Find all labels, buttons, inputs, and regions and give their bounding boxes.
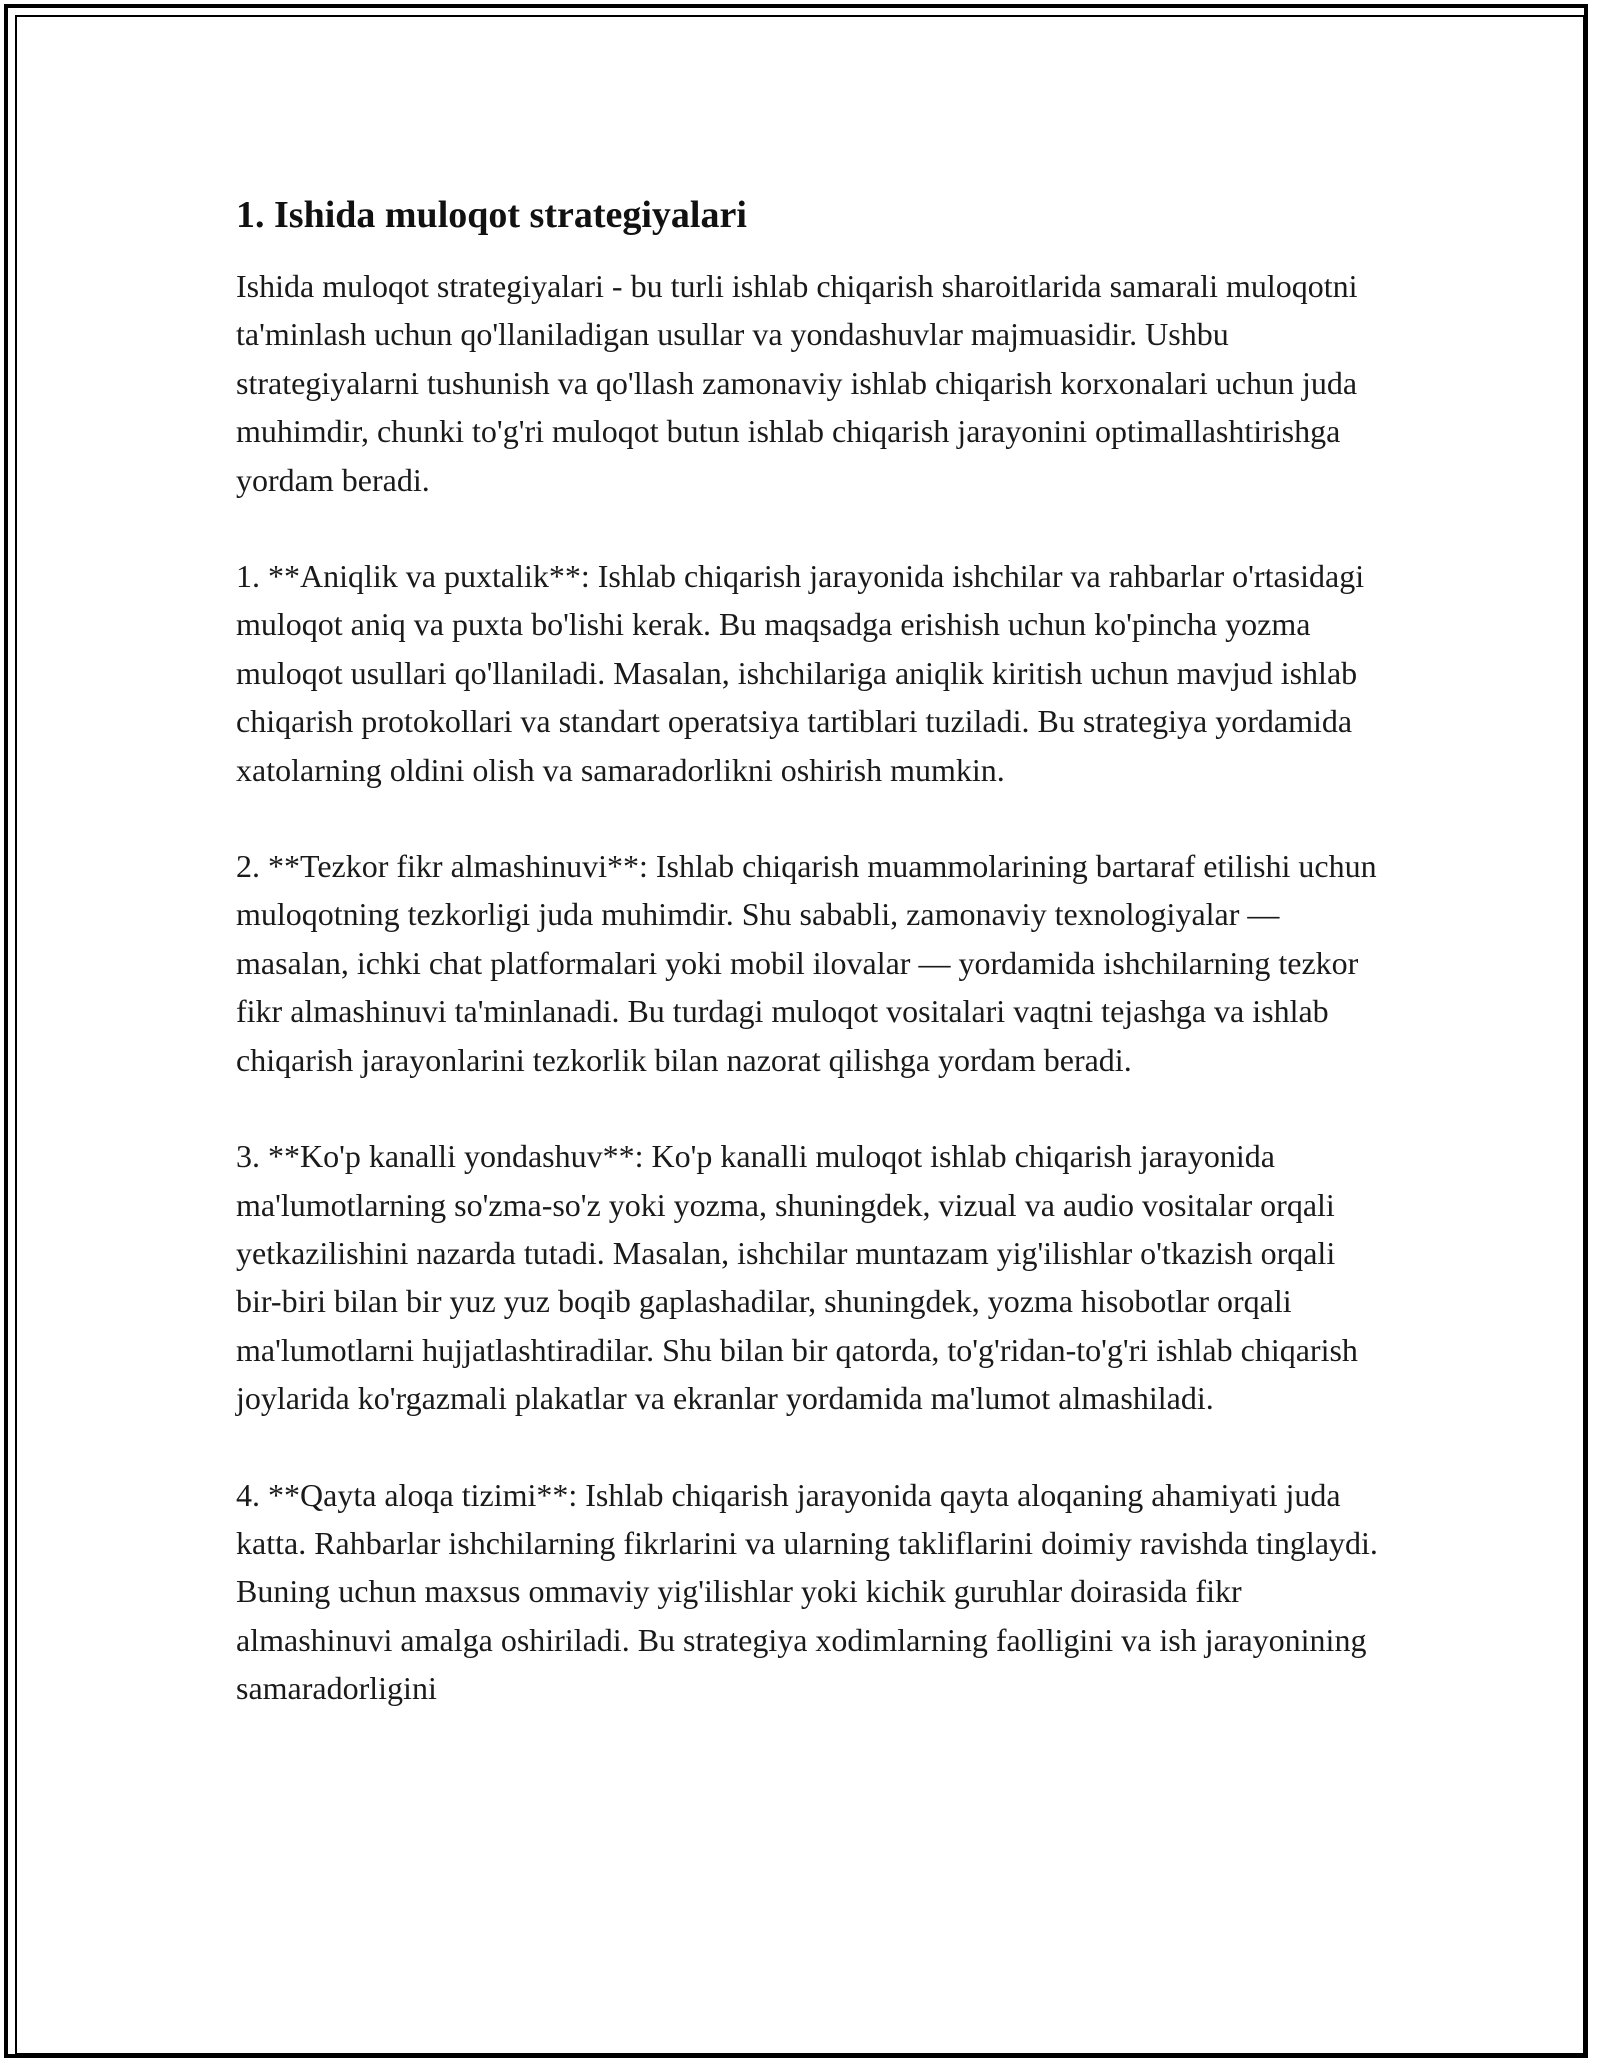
document-body — [236, 188, 1386, 1761]
paragraph-kop-kanalli: 3. **Ko'p kanalli yondashuv**: Ko'p kanalli muloqot ishlab chiqarish jarayonida ma'lumotlarning so'zma-so'z yoki yozma, shuningdek, vizual va audio vositalar orqali yetkazilishini nazarda tutadi. Masalan, ishchilar muntazam yig'ilishlar o'tkazish orqali bir-biri bilan bir yuz yuz boqib gaplashadilar, shuningdek, yozma hisobotlar orqali ma'lumotlarni hujjatlashtiradilar. Shu bilan bir qatorda, to'g'ridan-to'g'ri ishlab chiqarish joylarida ko'rgazmali plakatlar va ekranlar yordamida ma'lumot almashiladi. — [236, 1138, 1358, 1417]
paragraph-aniqlik: 1. **Aniqlik va puxtalik**: Ishlab chiqarish jarayonida ishchilar va rahbarlar o'rtasidagi muloqot aniq va puxta bo'lishi kerak. Bu maqsadga erishish uchun ko'pincha yozma muloqot usullari qo'llaniladi. Masalan, ishchilariga aniqlik kiritish uchun mavjud ishlab chiqarish protokollari va standart operatsiya tartiblari tuziladi. Bu strategiya yordamida xatolarning oldini olish va samaradorlikni oshirish mumkin. — [236, 558, 1365, 788]
paragraph-tezkor-fikr: 2. **Tezkor fikr almashinuvi**: Ishlab chiqarish muammolarining bartaraf etilishi uchun muloqotning tezkorligi juda muhimdir. Shu sababli, zamonaviy texnologiyalar — masalan, ichki chat platformalari yoki mobil ilovalar — yordamida ishchilarning tezkor fikr almashinuvi ta'minlanadi. Bu turdagi muloqot vositalari vaqtni tejashga va ishlab chiqarish jarayonlarini tezkorlik bilan nazorat qilishga yordam beradi. — [236, 848, 1377, 1078]
paragraph-qayta-aloqa: 4. **Qayta aloqa tizimi**: Ishlab chiqarish jarayonida qayta aloqaning ahamiyati juda katta. Rahbarlar ishchilarning fikrlarini va ularning takliflarini doimiy ravishda tinglaydi. Buning uchun maxsus ommaviy yig'ilishlar yoki kichik guruhlar doirasida fikr almashinuvi amalga oshiriladi. Bu strategiya xodimlarning faolligini va ish jarayonining samaradorligini — [236, 1476, 1378, 1707]
section-heading: 1. Ishida muloqot strategiyalari — [236, 194, 747, 236]
intro-paragraph: Ishida muloqot strategiyalari - bu turli ishlab chiqarish sharoitlarida samarali muloqotni ta'minlash uchun qo'llaniladigan usullar va yondashuvlar majmuasidir. Ushbu strategiyalarni tushunish va qo'llash zamonaviy ishlab chiqarish korxonalari uchun juda muhimdir, chunki to'g'ri muloqot butun ishlab chiqarish jarayonini optimallashtirishga yordam beradi. — [236, 268, 1358, 498]
